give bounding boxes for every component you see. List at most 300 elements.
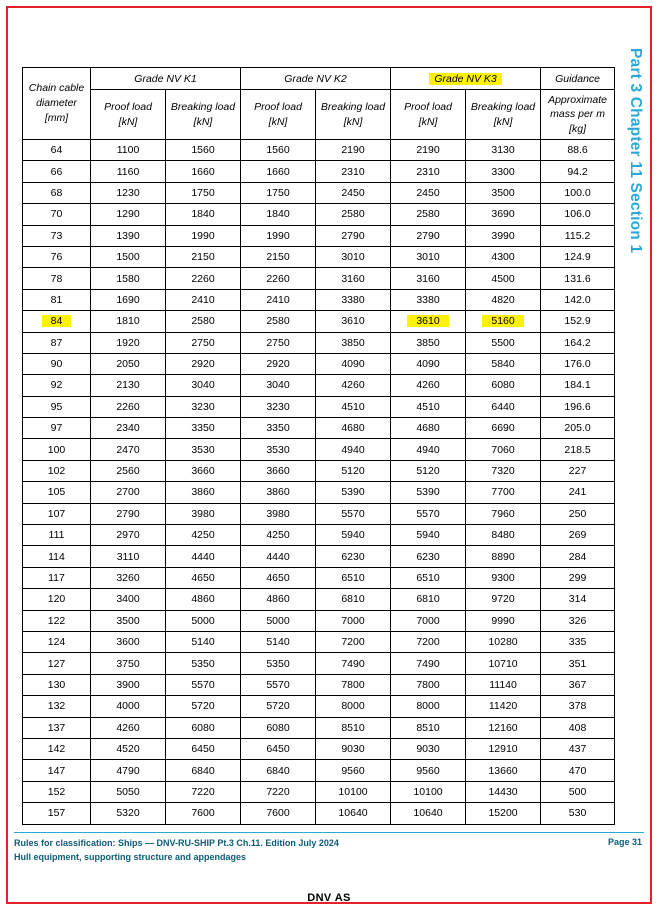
cell-k1-breaking-load: 3230 bbox=[166, 396, 241, 417]
cell-k3-proof-load: 7000 bbox=[391, 610, 466, 631]
cell-diameter: 147 bbox=[23, 760, 91, 781]
cell-k3-breaking-load: 11140 bbox=[466, 674, 541, 695]
cell-approximate-mass: 142.0 bbox=[541, 289, 615, 310]
table-row bbox=[23, 653, 615, 674]
cell-k3-breaking-load: 10710 bbox=[466, 653, 541, 674]
cell-k2-breaking-load: 5570 bbox=[316, 503, 391, 524]
cell-k2-proof-load: 1840 bbox=[241, 204, 316, 225]
cell-k3-proof-load: 5120 bbox=[391, 460, 466, 481]
cell-k3-breaking-load: 6440 bbox=[466, 396, 541, 417]
cell-k3-breaking-load: 8890 bbox=[466, 546, 541, 567]
table-row bbox=[23, 803, 615, 824]
cell-approximate-mass: 164.2 bbox=[541, 332, 615, 353]
cell-k3-breaking-load: 12910 bbox=[466, 738, 541, 759]
cell-k1-breaking-load: 3530 bbox=[166, 439, 241, 460]
cell-k3-proof-load: 5940 bbox=[391, 525, 466, 546]
header-diameter-line3: [mm] bbox=[44, 112, 69, 125]
highlight-marker: 3610 bbox=[407, 315, 448, 327]
cell-k2-breaking-load: 10640 bbox=[316, 803, 391, 824]
cell-k1-breaking-load: 5350 bbox=[166, 653, 241, 674]
table-row bbox=[23, 525, 615, 546]
cell-k2-proof-load: 2410 bbox=[241, 289, 316, 310]
cell-k3-breaking-load: 15200 bbox=[466, 803, 541, 824]
cell-k2-breaking-load: 7490 bbox=[316, 653, 391, 674]
cell-diameter: 76 bbox=[23, 246, 91, 267]
cell-approximate-mass: 250 bbox=[541, 503, 615, 524]
table-row bbox=[23, 760, 615, 781]
cell-k3-proof-load: 4090 bbox=[391, 353, 466, 374]
cell-k2-breaking-load: 6510 bbox=[316, 567, 391, 588]
cell-k1-proof-load: 1390 bbox=[91, 225, 166, 246]
cell-k3-proof-load: 3380 bbox=[391, 289, 466, 310]
cell-k2-breaking-load: 3160 bbox=[316, 268, 391, 289]
cell-approximate-mass: 241 bbox=[541, 482, 615, 503]
cell-approximate-mass: 227 bbox=[541, 460, 615, 481]
cell-k1-breaking-load: 7600 bbox=[166, 803, 241, 824]
cell-k1-proof-load: 4260 bbox=[91, 717, 166, 738]
cell-k3-breaking-load: 4500 bbox=[466, 268, 541, 289]
cell-k3-breaking-load: 7320 bbox=[466, 460, 541, 481]
cell-diameter: 66 bbox=[23, 161, 91, 182]
cell-k3-proof-load: 4940 bbox=[391, 439, 466, 460]
header-diameter-line2: diameter bbox=[36, 96, 77, 109]
cell-approximate-mass: 131.6 bbox=[541, 268, 615, 289]
cell-diameter: 97 bbox=[23, 418, 91, 439]
cell-k1-proof-load: 2050 bbox=[91, 353, 166, 374]
cell-k1-proof-load: 5050 bbox=[91, 781, 166, 802]
cell-k1-proof-load: 1810 bbox=[91, 311, 166, 332]
cell-k1-proof-load: 3500 bbox=[91, 610, 166, 631]
cell-k1-proof-load: 3750 bbox=[91, 653, 166, 674]
cell-k2-proof-load: 2150 bbox=[241, 246, 316, 267]
table-row bbox=[23, 567, 615, 588]
cell-k3-proof-load: 6230 bbox=[391, 546, 466, 567]
cell-k3-proof-load bbox=[391, 311, 466, 332]
table-row bbox=[23, 460, 615, 481]
cell-approximate-mass: 124.9 bbox=[541, 246, 615, 267]
cell-k2-proof-load: 1990 bbox=[241, 225, 316, 246]
cell-k3-proof-load: 8000 bbox=[391, 696, 466, 717]
table-body bbox=[23, 140, 615, 825]
table-row bbox=[23, 353, 615, 374]
header-k1-breaking-load-line2: [kN] bbox=[193, 115, 213, 128]
cell-k1-proof-load: 2700 bbox=[91, 482, 166, 503]
cell-k3-breaking-load: 9990 bbox=[466, 610, 541, 631]
cell-k2-breaking-load: 9560 bbox=[316, 760, 391, 781]
table-row bbox=[23, 332, 615, 353]
cell-k2-proof-load: 2580 bbox=[241, 311, 316, 332]
table-row bbox=[23, 289, 615, 310]
cell-k1-breaking-load: 3350 bbox=[166, 418, 241, 439]
cell-k2-proof-load: 4440 bbox=[241, 546, 316, 567]
cell-k2-breaking-load: 7200 bbox=[316, 631, 391, 652]
cell-approximate-mass: 152.9 bbox=[541, 311, 615, 332]
footer-page-number: Page 31 bbox=[607, 837, 642, 847]
cell-k2-breaking-load: 2310 bbox=[316, 161, 391, 182]
header-k2-breaking-load-line1: Breaking load bbox=[320, 101, 386, 114]
cell-k3-proof-load: 3010 bbox=[391, 246, 466, 267]
cell-approximate-mass: 437 bbox=[541, 738, 615, 759]
cell-k2-breaking-load: 6230 bbox=[316, 546, 391, 567]
cell-k3-breaking-load: 9300 bbox=[466, 567, 541, 588]
table-row bbox=[23, 738, 615, 759]
cell-diameter: 92 bbox=[23, 375, 91, 396]
cell-k3-breaking-load: 4820 bbox=[466, 289, 541, 310]
cell-k1-breaking-load: 1560 bbox=[166, 140, 241, 161]
cell-k3-proof-load: 2790 bbox=[391, 225, 466, 246]
cell-diameter: 114 bbox=[23, 546, 91, 567]
table-row bbox=[23, 268, 615, 289]
cell-k1-proof-load: 1690 bbox=[91, 289, 166, 310]
cell-k3-proof-load: 3850 bbox=[391, 332, 466, 353]
cell-diameter: 142 bbox=[23, 738, 91, 759]
cell-k2-proof-load: 2920 bbox=[241, 353, 316, 374]
cell-k2-breaking-load: 2790 bbox=[316, 225, 391, 246]
header-k1-breaking-load-line1: Breaking load bbox=[170, 101, 236, 114]
cell-k3-proof-load: 7800 bbox=[391, 674, 466, 695]
cell-k1-breaking-load: 5720 bbox=[166, 696, 241, 717]
table-row bbox=[23, 225, 615, 246]
cell-approximate-mass: 367 bbox=[541, 674, 615, 695]
cell-k1-breaking-load: 5570 bbox=[166, 674, 241, 695]
cell-diameter: 117 bbox=[23, 567, 91, 588]
cell-approximate-mass: 530 bbox=[541, 803, 615, 824]
cell-approximate-mass: 269 bbox=[541, 525, 615, 546]
cell-k1-proof-load: 1230 bbox=[91, 182, 166, 203]
cell-approximate-mass: 115.2 bbox=[541, 225, 615, 246]
cell-k3-proof-load: 10640 bbox=[391, 803, 466, 824]
cell-k3-proof-load: 4260 bbox=[391, 375, 466, 396]
cell-diameter: 137 bbox=[23, 717, 91, 738]
cell-diameter: 70 bbox=[23, 204, 91, 225]
cell-k3-proof-load: 8510 bbox=[391, 717, 466, 738]
cell-approximate-mass: 284 bbox=[541, 546, 615, 567]
cell-k1-breaking-load: 5140 bbox=[166, 631, 241, 652]
header-approximate-mass-line3: [kg] bbox=[569, 122, 587, 135]
cell-k3-proof-load: 7490 bbox=[391, 653, 466, 674]
cell-k2-breaking-load: 3610 bbox=[316, 311, 391, 332]
header-k2-proof-load bbox=[241, 90, 316, 140]
cell-k1-breaking-load: 2410 bbox=[166, 289, 241, 310]
cell-k2-breaking-load: 2450 bbox=[316, 182, 391, 203]
cell-approximate-mass: 335 bbox=[541, 631, 615, 652]
cell-approximate-mass: 500 bbox=[541, 781, 615, 802]
cell-k2-proof-load: 5570 bbox=[241, 674, 316, 695]
table-row bbox=[23, 610, 615, 631]
header-group-grade-nv-k2 bbox=[241, 68, 391, 90]
cell-k1-breaking-load: 3860 bbox=[166, 482, 241, 503]
cell-k1-breaking-load: 4860 bbox=[166, 589, 241, 610]
cell-k1-proof-load: 1580 bbox=[91, 268, 166, 289]
table-row bbox=[23, 140, 615, 161]
cell-k1-proof-load: 1500 bbox=[91, 246, 166, 267]
cell-k2-proof-load: 3860 bbox=[241, 482, 316, 503]
cell-k3-breaking-load: 7700 bbox=[466, 482, 541, 503]
cell-diameter bbox=[23, 311, 91, 332]
section-side-label: Part 3 Chapter 11 Section 1 bbox=[627, 48, 644, 254]
cell-approximate-mass: 299 bbox=[541, 567, 615, 588]
header-approximate-mass-line2: mass per m bbox=[550, 108, 605, 121]
cell-diameter: 111 bbox=[23, 525, 91, 546]
table-row bbox=[23, 482, 615, 503]
cell-k2-breaking-load: 5120 bbox=[316, 460, 391, 481]
cell-k1-proof-load: 1160 bbox=[91, 161, 166, 182]
document-publisher: DNV AS bbox=[307, 892, 351, 904]
table-row bbox=[23, 503, 615, 524]
header-group-k3-label: Grade NV K3 bbox=[429, 73, 501, 85]
cell-k1-breaking-load: 1840 bbox=[166, 204, 241, 225]
cell-k2-breaking-load: 10100 bbox=[316, 781, 391, 802]
cell-k3-breaking-load: 3300 bbox=[466, 161, 541, 182]
cell-k1-breaking-load: 3040 bbox=[166, 375, 241, 396]
cell-k3-breaking-load: 3990 bbox=[466, 225, 541, 246]
header-approximate-mass-line1: Approximate bbox=[548, 94, 608, 107]
table-group-header-row bbox=[23, 68, 615, 90]
cell-k2-breaking-load: 8000 bbox=[316, 696, 391, 717]
cell-k2-breaking-load: 4260 bbox=[316, 375, 391, 396]
cell-k3-breaking-load: 4300 bbox=[466, 246, 541, 267]
chain-cable-table-container bbox=[22, 67, 614, 825]
cell-k1-proof-load: 2130 bbox=[91, 375, 166, 396]
cell-k1-breaking-load: 4250 bbox=[166, 525, 241, 546]
cell-k2-breaking-load: 7800 bbox=[316, 674, 391, 695]
cell-k2-proof-load: 3980 bbox=[241, 503, 316, 524]
cell-approximate-mass: 176.0 bbox=[541, 353, 615, 374]
cell-k2-proof-load: 4250 bbox=[241, 525, 316, 546]
cell-approximate-mass: 106.0 bbox=[541, 204, 615, 225]
table-row bbox=[23, 546, 615, 567]
cell-k2-proof-load: 1750 bbox=[241, 182, 316, 203]
cell-k1-breaking-load: 2260 bbox=[166, 268, 241, 289]
header-k1-breaking-load bbox=[166, 90, 241, 140]
table-row bbox=[23, 396, 615, 417]
cell-k2-breaking-load: 2190 bbox=[316, 140, 391, 161]
cell-k2-proof-load: 6840 bbox=[241, 760, 316, 781]
cell-k2-breaking-load: 4680 bbox=[316, 418, 391, 439]
table-subheader-row bbox=[23, 90, 615, 140]
cell-k1-proof-load: 4790 bbox=[91, 760, 166, 781]
cell-diameter: 127 bbox=[23, 653, 91, 674]
header-k2-proof-load-line1: Proof load bbox=[254, 101, 302, 114]
header-group-k2-label: Grade NV K2 bbox=[284, 72, 347, 85]
cell-k1-breaking-load: 6450 bbox=[166, 738, 241, 759]
header-group-guidance bbox=[541, 68, 615, 90]
cell-approximate-mass: 196.6 bbox=[541, 396, 615, 417]
cell-k2-proof-load: 6080 bbox=[241, 717, 316, 738]
cell-approximate-mass: 94.2 bbox=[541, 161, 615, 182]
cell-k1-proof-load: 3110 bbox=[91, 546, 166, 567]
cell-k1-proof-load: 2970 bbox=[91, 525, 166, 546]
cell-k3-breaking-load: 6690 bbox=[466, 418, 541, 439]
cell-diameter: 122 bbox=[23, 610, 91, 631]
cell-approximate-mass: 205.0 bbox=[541, 418, 615, 439]
cell-k1-proof-load: 4000 bbox=[91, 696, 166, 717]
cell-k1-proof-load: 4520 bbox=[91, 738, 166, 759]
cell-k3-breaking-load: 8480 bbox=[466, 525, 541, 546]
table-row bbox=[23, 696, 615, 717]
cell-diameter: 64 bbox=[23, 140, 91, 161]
footer-text bbox=[14, 837, 339, 864]
cell-diameter: 78 bbox=[23, 268, 91, 289]
table-row bbox=[23, 418, 615, 439]
cell-k2-breaking-load: 5390 bbox=[316, 482, 391, 503]
cell-k1-proof-load: 3400 bbox=[91, 589, 166, 610]
header-k2-breaking-load bbox=[316, 90, 391, 140]
header-k2-proof-load-line2: [kN] bbox=[268, 115, 288, 128]
cell-approximate-mass: 218.5 bbox=[541, 439, 615, 460]
cell-diameter: 124 bbox=[23, 631, 91, 652]
cell-k2-breaking-load: 4940 bbox=[316, 439, 391, 460]
cell-k1-breaking-load: 2150 bbox=[166, 246, 241, 267]
cell-k3-breaking-load: 5500 bbox=[466, 332, 541, 353]
cell-k1-proof-load: 2560 bbox=[91, 460, 166, 481]
cell-k3-proof-load: 4510 bbox=[391, 396, 466, 417]
footer-row bbox=[14, 837, 644, 864]
cell-diameter: 68 bbox=[23, 182, 91, 203]
cell-diameter: 152 bbox=[23, 781, 91, 802]
header-k3-proof-load-line1: Proof load bbox=[404, 101, 452, 114]
cell-k3-proof-load: 2190 bbox=[391, 140, 466, 161]
cell-k2-proof-load: 2260 bbox=[241, 268, 316, 289]
cell-k3-breaking-load bbox=[466, 311, 541, 332]
chain-cable-table bbox=[22, 67, 615, 825]
cell-k3-breaking-load: 5840 bbox=[466, 353, 541, 374]
cell-k1-breaking-load: 6840 bbox=[166, 760, 241, 781]
cell-k2-breaking-load: 8510 bbox=[316, 717, 391, 738]
cell-k1-breaking-load: 4650 bbox=[166, 567, 241, 588]
cell-k1-breaking-load: 3660 bbox=[166, 460, 241, 481]
cell-diameter: 157 bbox=[23, 803, 91, 824]
cell-k3-proof-load: 5390 bbox=[391, 482, 466, 503]
cell-k2-proof-load: 4650 bbox=[241, 567, 316, 588]
cell-diameter: 107 bbox=[23, 503, 91, 524]
cell-diameter: 100 bbox=[23, 439, 91, 460]
cell-k3-breaking-load: 10280 bbox=[466, 631, 541, 652]
header-group-guidance-label: Guidance bbox=[555, 72, 601, 85]
header-approximate-mass bbox=[541, 90, 615, 140]
table-row bbox=[23, 375, 615, 396]
cell-k1-breaking-load: 1990 bbox=[166, 225, 241, 246]
cell-k1-proof-load: 1290 bbox=[91, 204, 166, 225]
table-row bbox=[23, 717, 615, 738]
cell-k1-proof-load: 3600 bbox=[91, 631, 166, 652]
cell-k2-proof-load: 5140 bbox=[241, 631, 316, 652]
cell-k2-breaking-load: 7000 bbox=[316, 610, 391, 631]
cell-k2-proof-load: 5000 bbox=[241, 610, 316, 631]
cell-k3-proof-load: 7200 bbox=[391, 631, 466, 652]
cell-diameter: 81 bbox=[23, 289, 91, 310]
cell-k2-proof-load: 5720 bbox=[241, 696, 316, 717]
cell-k1-proof-load: 3260 bbox=[91, 567, 166, 588]
cell-k3-breaking-load: 9720 bbox=[466, 589, 541, 610]
cell-k3-proof-load: 5570 bbox=[391, 503, 466, 524]
cell-k3-breaking-load: 3130 bbox=[466, 140, 541, 161]
cell-k3-proof-load: 3160 bbox=[391, 268, 466, 289]
cell-k1-proof-load: 5320 bbox=[91, 803, 166, 824]
table-row bbox=[23, 439, 615, 460]
cell-k2-proof-load: 7600 bbox=[241, 803, 316, 824]
cell-k1-breaking-load: 4440 bbox=[166, 546, 241, 567]
cell-k1-breaking-load: 2750 bbox=[166, 332, 241, 353]
cell-k2-proof-load: 2750 bbox=[241, 332, 316, 353]
cell-k3-proof-load: 10100 bbox=[391, 781, 466, 802]
cell-k3-proof-load: 4680 bbox=[391, 418, 466, 439]
cell-diameter: 120 bbox=[23, 589, 91, 610]
cell-k2-proof-load: 3350 bbox=[241, 418, 316, 439]
cell-k1-breaking-load: 2580 bbox=[166, 311, 241, 332]
cell-approximate-mass: 314 bbox=[541, 589, 615, 610]
header-k1-proof-load bbox=[91, 90, 166, 140]
cell-k3-breaking-load: 12160 bbox=[466, 717, 541, 738]
header-chain-cable-diameter bbox=[23, 68, 91, 140]
table-header bbox=[23, 68, 615, 140]
cell-k2-proof-load: 3530 bbox=[241, 439, 316, 460]
cell-k3-proof-load: 9560 bbox=[391, 760, 466, 781]
cell-k1-proof-load: 2260 bbox=[91, 396, 166, 417]
cell-k1-proof-load: 3900 bbox=[91, 674, 166, 695]
header-k1-proof-load-line1: Proof load bbox=[104, 101, 152, 114]
footer-line-2: Hull equipment, supporting structure and appendages bbox=[14, 851, 247, 862]
cell-k3-breaking-load: 3500 bbox=[466, 182, 541, 203]
cell-k1-breaking-load: 1660 bbox=[166, 161, 241, 182]
cell-diameter: 90 bbox=[23, 353, 91, 374]
cell-k2-proof-load: 7220 bbox=[241, 781, 316, 802]
cell-k3-breaking-load: 14430 bbox=[466, 781, 541, 802]
cell-approximate-mass: 326 bbox=[541, 610, 615, 631]
cell-k2-proof-load: 6450 bbox=[241, 738, 316, 759]
cell-diameter: 73 bbox=[23, 225, 91, 246]
cell-k1-breaking-load: 2920 bbox=[166, 353, 241, 374]
cell-diameter: 87 bbox=[23, 332, 91, 353]
cell-k3-proof-load: 2580 bbox=[391, 204, 466, 225]
cell-approximate-mass: 100.0 bbox=[541, 182, 615, 203]
footer-line-1: Rules for classification: Ships — DNV-RU-SHIP Pt.3 Ch.11. Edition July 2024 bbox=[14, 838, 339, 848]
cell-diameter: 130 bbox=[23, 674, 91, 695]
cell-k2-breaking-load: 6810 bbox=[316, 589, 391, 610]
cell-k2-breaking-load: 3380 bbox=[316, 289, 391, 310]
cell-k1-proof-load: 1100 bbox=[91, 140, 166, 161]
header-group-grade-nv-k1 bbox=[91, 68, 241, 90]
header-diameter-line1: Chain cable bbox=[28, 81, 85, 94]
cell-k1-breaking-load: 3980 bbox=[166, 503, 241, 524]
cell-k2-proof-load: 3040 bbox=[241, 375, 316, 396]
cell-k3-proof-load: 6810 bbox=[391, 589, 466, 610]
cell-k3-proof-load: 2450 bbox=[391, 182, 466, 203]
table-row bbox=[23, 182, 615, 203]
cell-k2-breaking-load: 5940 bbox=[316, 525, 391, 546]
cell-diameter: 95 bbox=[23, 396, 91, 417]
cell-diameter: 132 bbox=[23, 696, 91, 717]
header-k3-breaking-load-line2: [kN] bbox=[493, 115, 513, 128]
table-row bbox=[23, 589, 615, 610]
cell-k3-breaking-load: 7960 bbox=[466, 503, 541, 524]
cell-approximate-mass: 378 bbox=[541, 696, 615, 717]
header-k3-proof-load-line2: [kN] bbox=[418, 115, 438, 128]
cell-k1-proof-load: 2340 bbox=[91, 418, 166, 439]
cell-k2-breaking-load: 9030 bbox=[316, 738, 391, 759]
cell-k2-breaking-load: 3010 bbox=[316, 246, 391, 267]
cell-k3-breaking-load: 13660 bbox=[466, 760, 541, 781]
cell-k1-proof-load: 1920 bbox=[91, 332, 166, 353]
cell-k2-proof-load: 3230 bbox=[241, 396, 316, 417]
header-k2-breaking-load-line2: [kN] bbox=[343, 115, 363, 128]
header-group-k1-label: Grade NV K1 bbox=[134, 72, 197, 85]
cell-k2-breaking-load: 4510 bbox=[316, 396, 391, 417]
cell-k2-breaking-load: 4090 bbox=[316, 353, 391, 374]
header-k3-breaking-load bbox=[466, 90, 541, 140]
cell-k3-breaking-load: 7060 bbox=[466, 439, 541, 460]
cell-approximate-mass: 351 bbox=[541, 653, 615, 674]
